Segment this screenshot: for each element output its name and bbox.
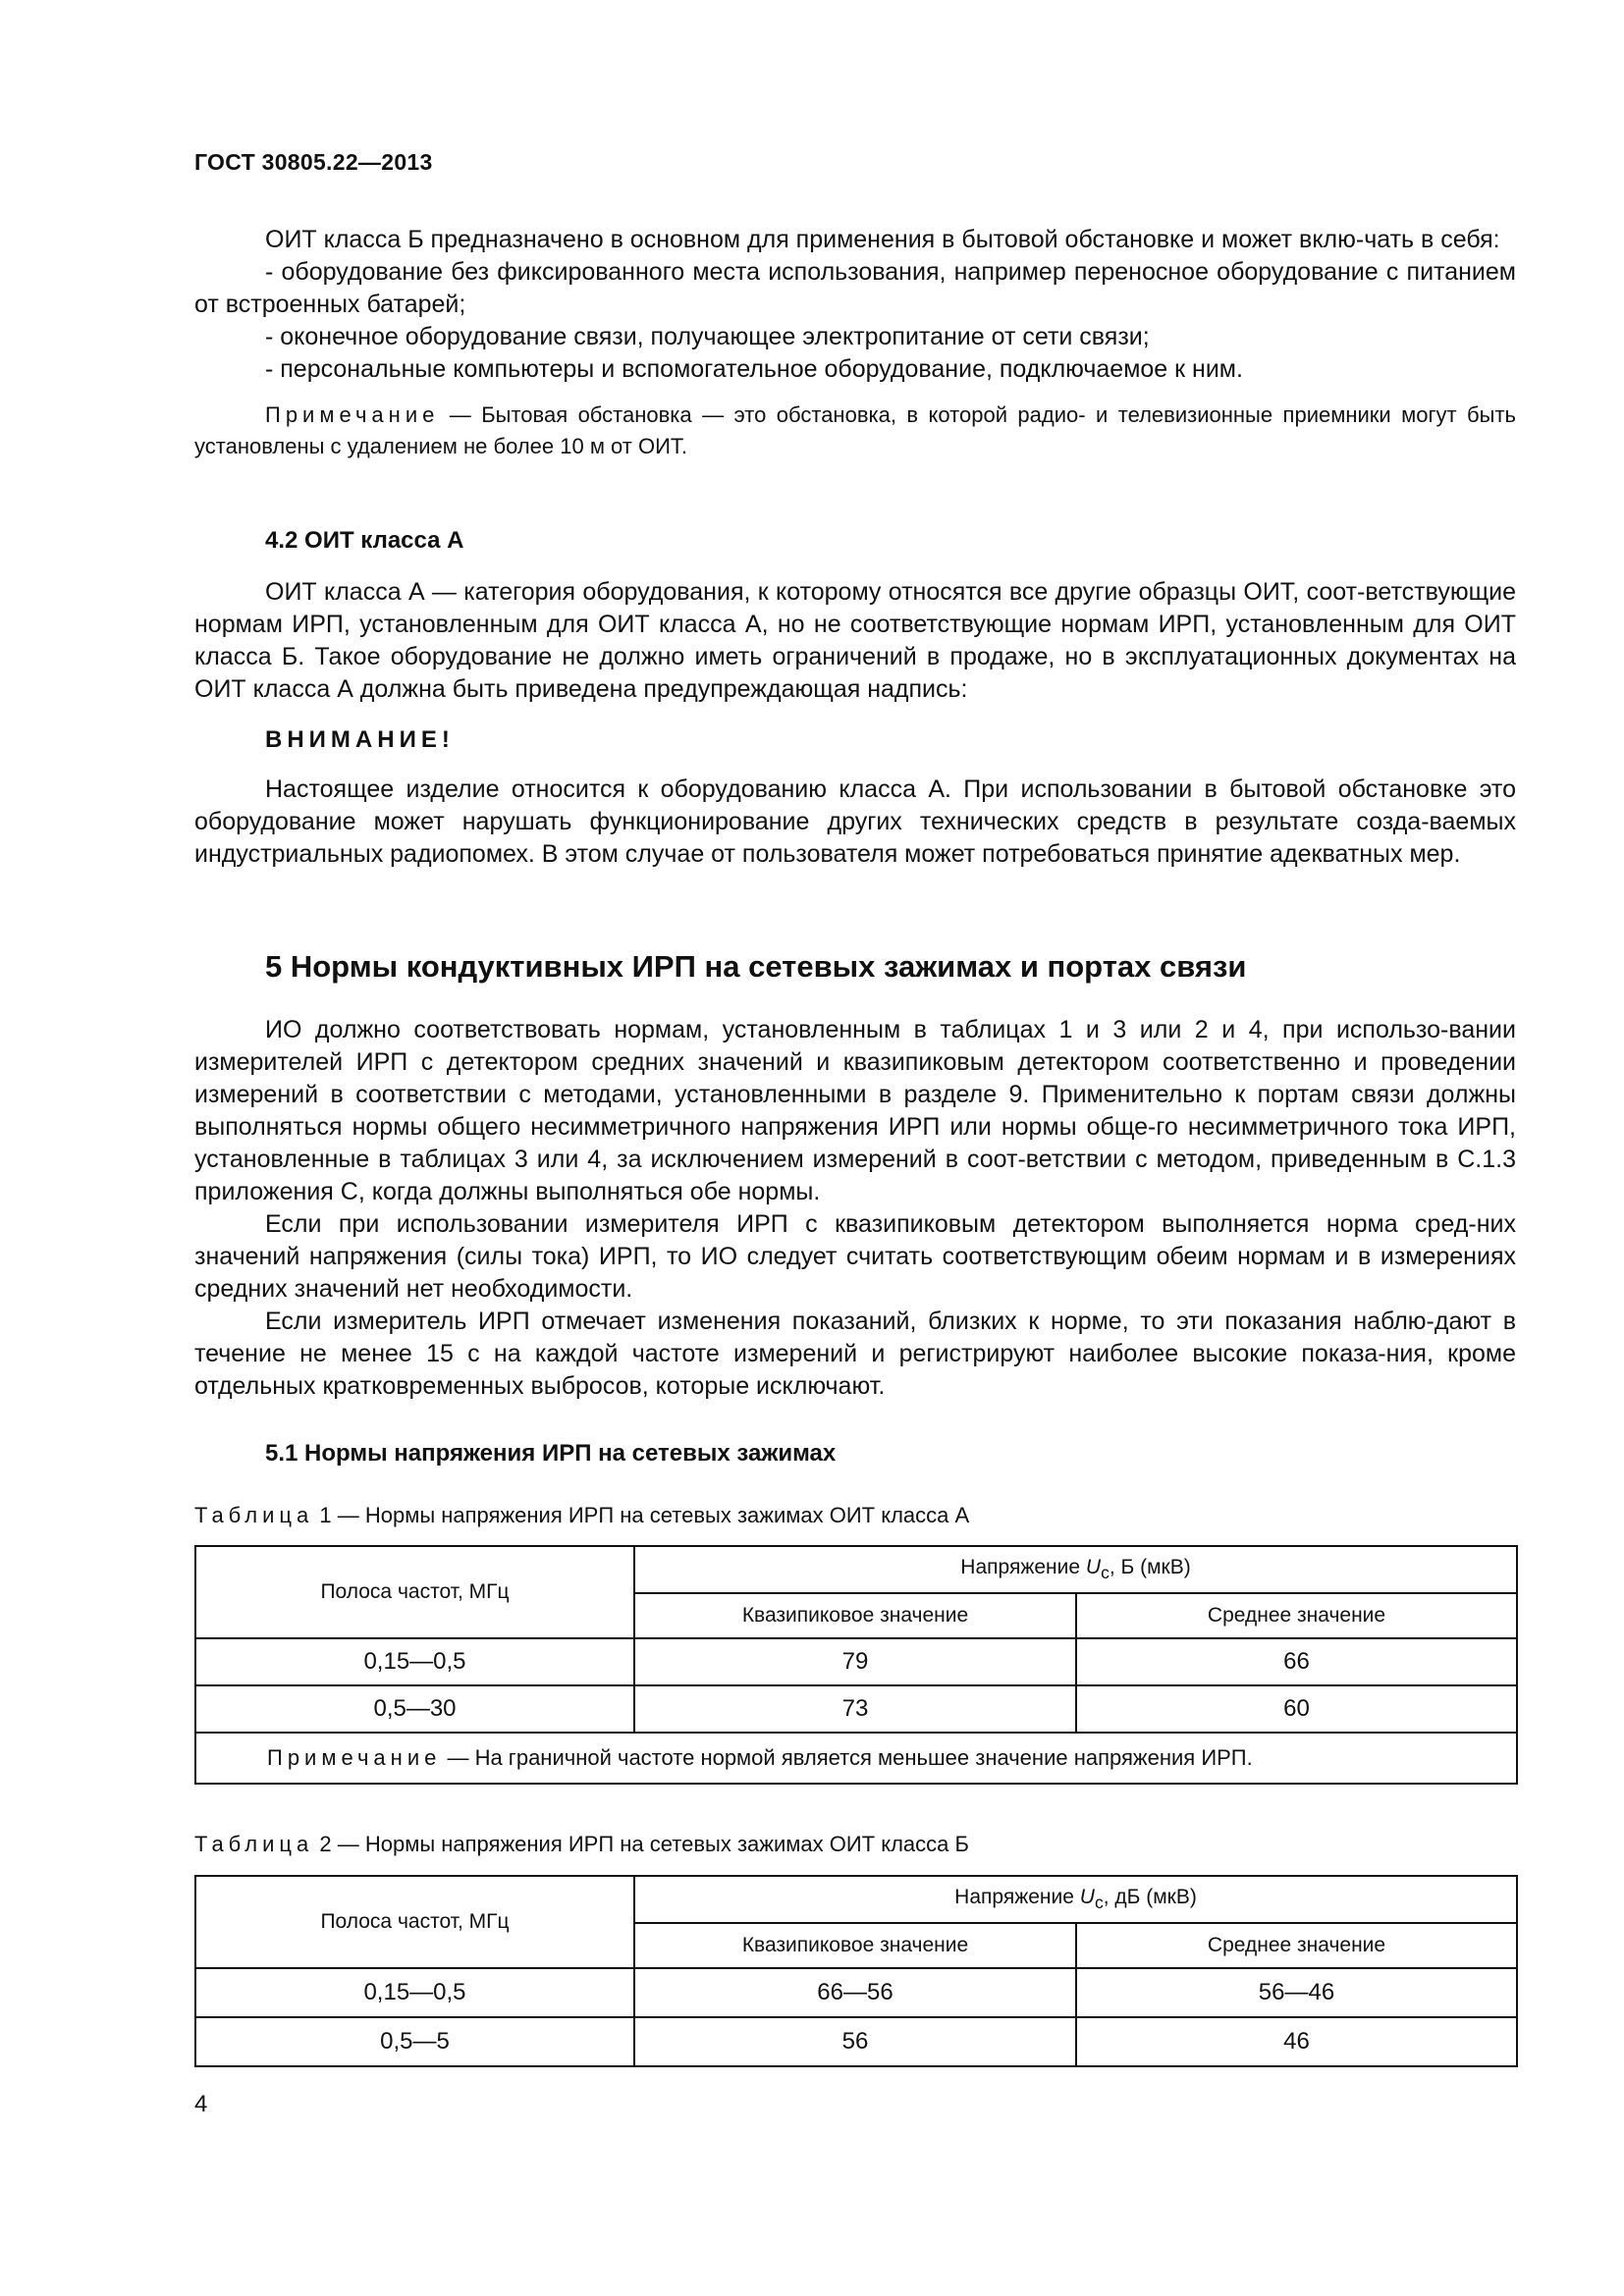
table2-caption: [194, 1828, 969, 1860]
list-item: - персональные компьютеры и вспомогательное оборудование, подключаемое к ним.: [265, 355, 1243, 383]
cell-quasi-peak: 73: [634, 1685, 1076, 1733]
cell-average: 46: [1076, 2017, 1517, 2066]
document-header: ГОСТ 30805.22—2013: [194, 149, 433, 175]
header-average: Среднее значение: [1076, 1593, 1517, 1638]
header-voltage: [634, 1546, 1517, 1593]
cell-band: 0,15—0,5: [195, 1638, 634, 1685]
warning-text: Настоящее изделие относится к оборудованию класса А. При использовании в бытовой обстановке это оборудование может нарушать функционирование других технических средств в результате созда-ваемых индустриальных радиопомех. В этом случае от пользователя может потребоваться принятие адекватных мер.: [194, 775, 1516, 868]
cell-average: 60: [1076, 1685, 1517, 1733]
table-row: [195, 1968, 1517, 2017]
voltage-sub: с: [1094, 1893, 1104, 1913]
header-average: Среднее значение: [1076, 1923, 1517, 1968]
note: [194, 400, 1516, 462]
section-5: [194, 950, 1516, 1403]
list-item: - оборудование без фиксированного места использования, например переносное оборудование с питанием от встроенных батарей;: [194, 258, 1516, 318]
header-voltage: [634, 1876, 1517, 1923]
table-row: [195, 2017, 1517, 2066]
section-4-2: [194, 524, 1516, 871]
table1-note: [195, 1733, 1517, 1784]
section-title: 5 Нормы кондуктивных ИРП на сетевых зажимах и портах связи: [265, 949, 1247, 984]
note-text: — На граничной частоте нормой является меньшее значение напряжения ИРП.: [441, 1745, 1253, 1770]
warning-heading: ВНИМАНИЕ!: [265, 726, 455, 753]
caption-text: 1 — Нормы напряжения ИРП на сетевых зажимах ОИТ класса А: [313, 1503, 970, 1527]
voltage-label: Напряжение: [954, 1885, 1080, 1908]
table1: [194, 1545, 1518, 1785]
cell-quasi-peak: 66—56: [634, 1968, 1076, 2017]
cell-quasi-peak: 56: [634, 2017, 1076, 2066]
header-quasi-peak: Квазипиковое значение: [634, 1593, 1076, 1638]
page-number: 4: [194, 2091, 208, 2117]
voltage-unit: , Б (мкВ): [1109, 1555, 1191, 1578]
paragraph: Если измеритель ИРП отмечает изменения показаний, близких к норме, то эти показания наблю-дают в течение не менее 15 с на каждой частоте измерений и регистрируют наиболее высокие показа-ния, кроме отдельных кратковременных выбросов, которые исключают.: [194, 1308, 1516, 1400]
cell-average: 66: [1076, 1638, 1517, 1685]
note-text: — Бытовая обстановка — это обстановка, в которой радио- и телевизионные приемники могут быть установлены с удалением не более 10 м от ОИТ.: [194, 402, 1516, 458]
cell-band: 0,15—0,5: [195, 1968, 634, 2017]
table-row: [195, 1638, 1517, 1685]
table-row: [195, 1685, 1517, 1733]
subsection-title: 5.1 Нормы напряжения ИРП на сетевых зажимах: [265, 1440, 837, 1467]
cell-average: 56—46: [1076, 1968, 1517, 2017]
voltage-var: U: [1085, 1555, 1102, 1578]
table1-caption: [194, 1499, 969, 1531]
header-band: Полоса частот, МГц: [195, 1876, 634, 1968]
intro-block: [194, 224, 1516, 462]
header-quasi-peak: Квазипиковое значение: [634, 1923, 1076, 1968]
table2: [194, 1875, 1518, 2067]
paragraph: ИО должно соответствовать нормам, установленным в таблицах 1 и 3 или 2 и 4, при использо-вании измерителей ИРП с детектором средних значений и квазипиковым детектором соответственно и проведении измерений в соответствии с методами, установленными в разделе 9. Применительно к портам связи должны выполняться нормы общего несимметричного напряжения ИРП или нормы обще-го несимметричного тока ИРП, установленные в таблицах 3 или 4, за исключением измерений в соот-ветствии с методом, приведенным в С.1.3 приложения С, когда должны выполняться обе нормы.: [194, 1016, 1516, 1205]
voltage-sub: с: [1101, 1563, 1110, 1583]
paragraph: ОИТ класса Б предназначено в основном для применения в бытовой обстановке и может вклю-чать в себя:: [265, 226, 1500, 253]
voltage-label: Напряжение: [960, 1555, 1086, 1578]
voltage-var: U: [1079, 1885, 1095, 1908]
voltage-unit: , дБ (мкВ): [1103, 1885, 1197, 1908]
cell-quasi-peak: 79: [634, 1638, 1076, 1685]
list-item: - оконечное оборудование связи, получающее электропитание от сети связи;: [265, 323, 1150, 350]
note-label: Примечание: [267, 1745, 442, 1770]
cell-band: 0,5—30: [195, 1685, 634, 1733]
cell-band: 0,5—5: [195, 2017, 634, 2066]
caption-text: 2 — Нормы напряжения ИРП на сетевых зажимах ОИТ класса Б: [313, 1832, 969, 1856]
paragraph: ОИТ класса А — категория оборудования, к которому относятся все другие образцы ОИТ, соот-ветствующие нормам ИРП, установленным для ОИТ класса А, но не соответствующие нормам ИРП, установленным для ОИТ класса Б. Такое оборудование не должно иметь ограничений в продаже, но в эксплуатационных документах на ОИТ класса А должна быть приведена предупреждающая надпись:: [194, 578, 1516, 703]
caption-label: Таблица: [194, 1503, 314, 1527]
note-label: Примечание: [265, 402, 440, 427]
paragraph: Если при использовании измерителя ИРП с квазипиковым детектором выполняется норма сред-них значений напряжения (силы тока) ИРП, то ИО следует считать соответствующим обеим нормам и в измерениях средних значений нет необходимости.: [194, 1210, 1516, 1303]
caption-label: Таблица: [194, 1832, 314, 1856]
section-title: 4.2 ОИТ класса А: [265, 527, 464, 554]
header-band: Полоса частот, МГц: [195, 1546, 634, 1638]
